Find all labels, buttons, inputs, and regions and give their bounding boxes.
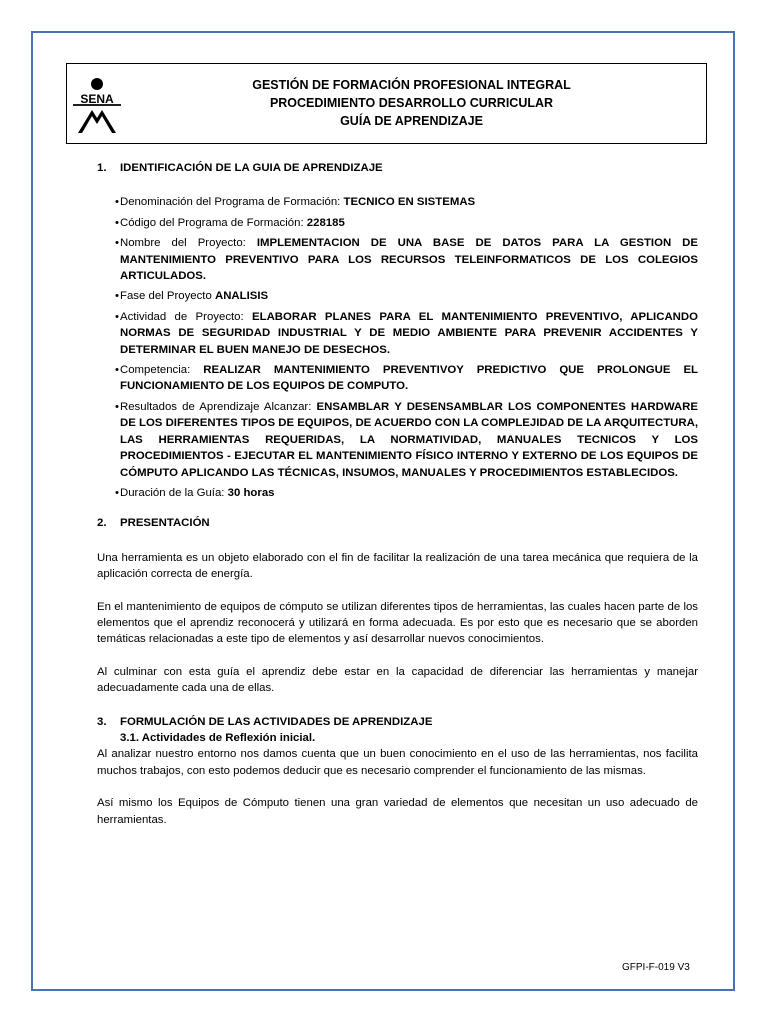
section2-heading: 2. PRESENTACIÓN: [97, 517, 210, 530]
reflection-paragraph: Al analizar nuestro entorno nos damos cuenta que un buen conocimiento en el uso de las herramientas, nos facilita muchos trabajos, con esto podemos deducir que es necesario comprender el funcionamiento de las mismas.: [97, 748, 698, 777]
presentation-paragraph: En el mantenimiento de equipos de cómputo se utilizan diferentes tipos de herramientas, las cuales hacen parte de los elementos que el aprendiz reconocerá y utilizará en forma adecuada. Es por esto que es necesario que se aborden temáticas relacionadas a este tipo de elementos y así desarrollar nuevos conocimientos.: [97, 600, 698, 646]
identification-list: [97, 194, 698, 501]
list-item: • Actividad de Proyecto: ELABORAR PLANES PARA EL MANTENIMIENTO PREVENTIVO, APLICANDO NORMAS DE SEGURIDAD INDUSTRIAL Y DE MEDIO AMBIENTE PARA PREVENIR ACCIDENTES Y DETERMINAR EL BUEN MANEJO DE DESECHOS.: [97, 309, 698, 358]
presentation-paragraph: Una herramienta es un objeto elaborado con el fin de facilitar la realización de una tarea mecánica que requiera de la aplicación correcta de energía.: [97, 551, 698, 581]
header-institution: GESTIÓN DE FORMACIÓN PROFESIONAL INTEGRAL: [252, 78, 571, 92]
list-item: • Resultados de Aprendizaje Alcanzar: ENSAMBLAR Y DESENSAMBLAR LOS COMPONENTES HARDWARE DE LOS DIFERENTES TIPOS DE EQUIPOS, DE ACUERDO CON LA COMPLEJIDAD DE LA ARQUITECTURA, LAS HERRAMIENTAS REQUERIDAS, LA NORMATIVIDAD, MANUALES TECNICOS Y LOS PROCEDIMIENTOS - EJECUTAR EL MANTENIMIENTO FÍSICO INTERNO Y EXTERNO DE LOS EQUIPOS DE CÓMPUTO APLICANDO LAS TÉCNICAS, INSUMOS, MANUALES Y PROCEDIMIENTOS ESTABLECIDOS.: [97, 399, 698, 481]
form-code: GFPI-F-019 V3: [622, 962, 690, 973]
header-guide-title: GUÍA DE APRENDIZAJE: [340, 114, 483, 128]
list-item: • Competencia: REALIZAR MANTENIMIENTO PREVENTIVOY PREDICTIVO QUE PROLONGUE EL FUNCIONAMIENTO DE LOS EQUIPOS DE COMPUTO.: [97, 362, 698, 395]
list-item: • Fase del Proyecto ANALISIS: [97, 288, 698, 304]
document-body: [97, 160, 698, 828]
presentation-paragraph: Al culminar con esta guía el aprendiz debe estar en la capacidad de diferenciar las herramientas y manejar adecuadamente cada una de ellas.: [97, 665, 698, 695]
sena-logo: [71, 76, 123, 136]
header-procedure: PROCEDIMIENTO DESARROLLO CURRICULAR: [269, 96, 554, 110]
list-item: • Nombre del Proyecto: IMPLEMENTACION DE UNA BASE DE DATOS PARA LA GESTION DE MANTENIMIENTO PREVENTIVO PARA LOS RECURSOS TELEINFORMATICOS DE LOS COLEGIOS ARTICULADOS.: [97, 235, 698, 284]
list-item: • Denominación del Programa de Formación: TECNICO EN SISTEMAS: [97, 194, 698, 210]
section3-heading: 3. FORMULACIÓN DE LAS ACTIVIDADES DE APRENDIZAJE: [97, 715, 433, 728]
section1-heading: 1. IDENTIFICACIÓN DE LA GUIA DE APRENDIZAJE: [97, 162, 383, 174]
reflection-paragraph: Así mismo los Equipos de Cómputo tienen una gran variedad de elementos que necesitan un uso adecuado de herramientas.: [97, 797, 698, 826]
list-item: • Duración de la Guía: 30 horas: [97, 485, 698, 501]
list-item: • Código del Programa de Formación: 228185: [97, 215, 698, 231]
document-header: [66, 63, 707, 144]
logo-text: SENA: [80, 92, 114, 106]
section3-subheading: 3.1. Actividades de Reflexión inicial.: [120, 731, 316, 744]
